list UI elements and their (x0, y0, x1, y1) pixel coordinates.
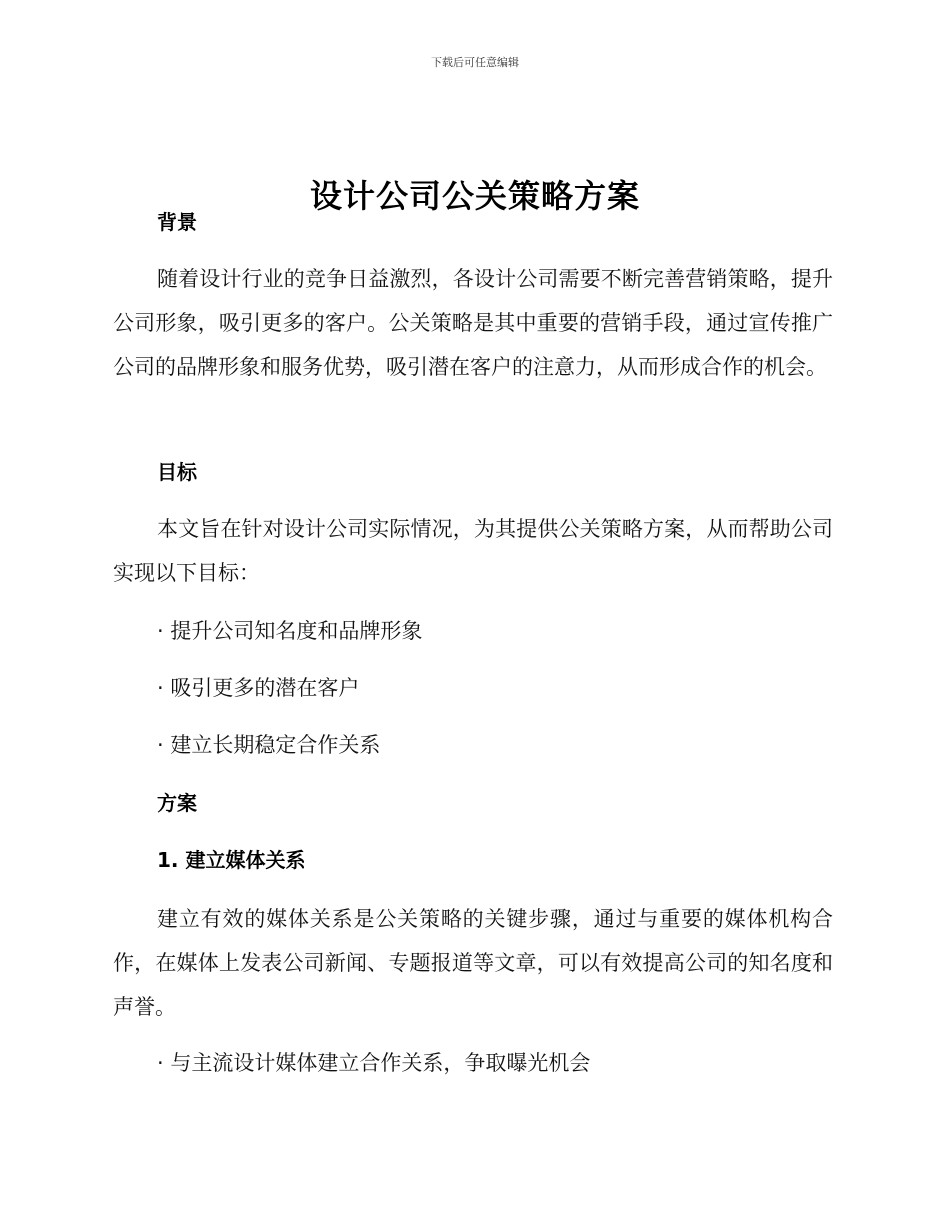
goal-list-item: · 建立长期稳定合作关系 (157, 733, 381, 757)
section-heading-goal: 目标 (157, 460, 197, 484)
goal-list-item: · 提升公司知名度和品牌形象 (157, 619, 423, 643)
goal-paragraph: 本文旨在针对设计公司实际情况，为其提供公关策略方案，从而帮助公司实现以下目标： (113, 517, 833, 585)
media-relations-list-item: · 与主流设计媒体建立合作关系，争取曝光机会 (157, 1051, 591, 1075)
subsection-heading-media-relations: 1. 建立媒体关系 (157, 848, 306, 872)
section-heading-plan: 方案 (157, 791, 197, 815)
goal-list-item: · 吸引更多的潜在客户 (157, 676, 360, 700)
page-header-note: 下载后可任意编辑 (431, 56, 519, 69)
media-relations-paragraph: 建立有效的媒体关系是公关策略的关键步骤，通过与重要的媒体机构合作，在媒体上发表公司新闻、专题报道等文章，可以有效提高公司的知名度和声誉。 (113, 907, 833, 1019)
page-title: 设计公司公关策略方案 (309, 177, 640, 216)
section-heading-background: 背景 (157, 210, 197, 234)
background-paragraph: 随着设计行业的竞争日益激烈，各设计公司需要不断完善营销策略，提升公司形象，吸引更多的客户。公关策略是其中重要的营销手段，通过宣传推广公司的品牌形象和服务优势，吸引潜在客户的注意力，从而形成合作的机会。 (113, 267, 833, 379)
